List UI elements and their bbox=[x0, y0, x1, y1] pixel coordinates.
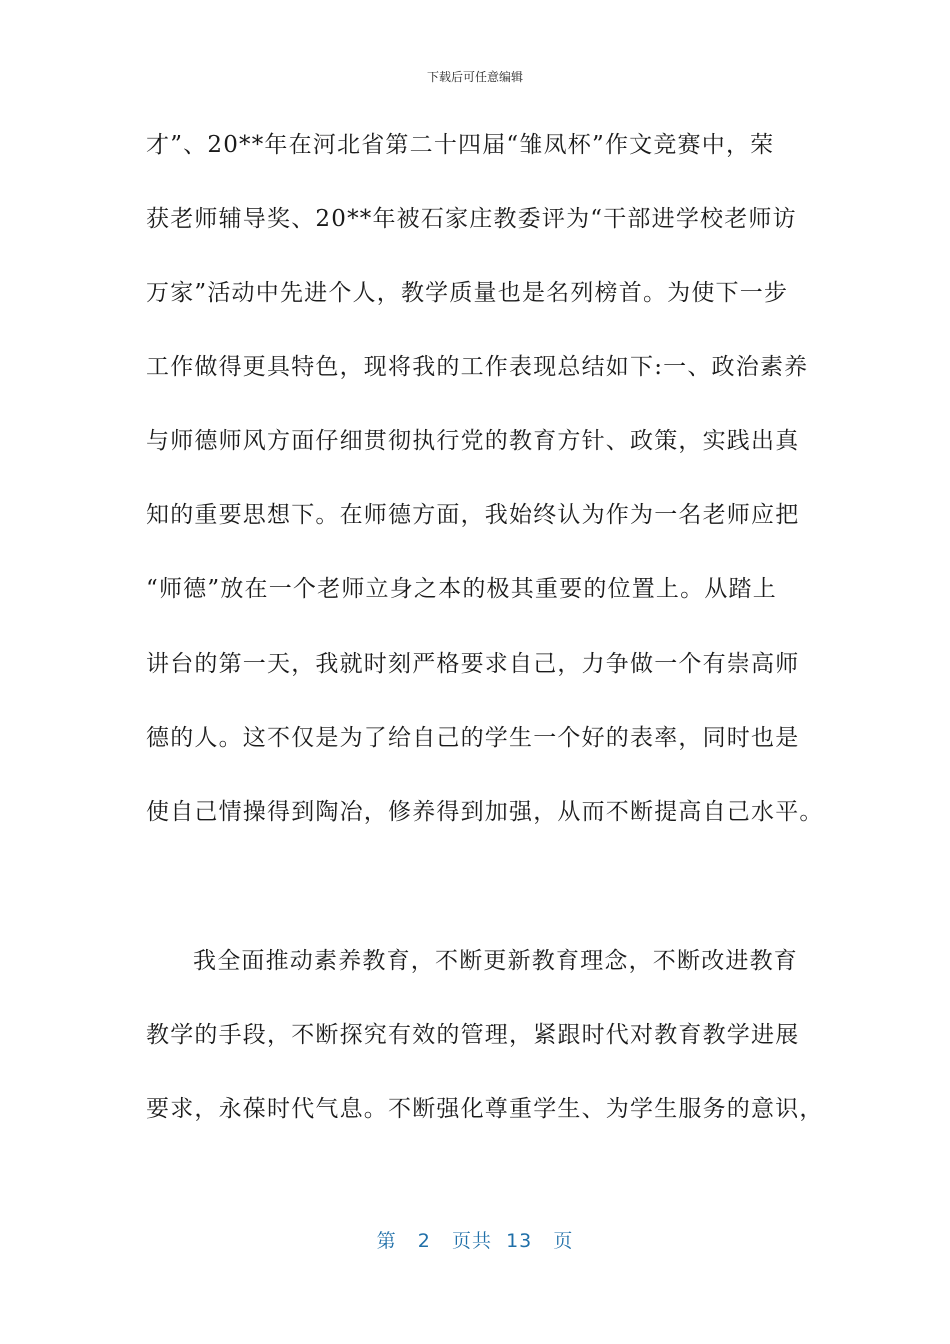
paragraph-1-line-3: 万家”活动中先进个人，教学质量也是名列榜首。为使下一步 bbox=[146, 280, 789, 306]
page-total: 13 bbox=[506, 1230, 533, 1252]
paragraph-2-line-3: 要求，永葆时代气息。不断强化尊重学生、为学生服务的意识， bbox=[146, 1096, 824, 1122]
paragraph-1-line-5: 与师德师风方面仔细贯彻执行党的教育方针、政策，实践出真 bbox=[146, 428, 800, 454]
paragraph-1-line-10: 使自己情操得到陶冶，修养得到加强，从而不断提高自己水平。 bbox=[146, 799, 824, 825]
paragraph-1-line-2: 获老师辅导奖、20**年被石家庄教委评为“干部进学校老师访 bbox=[146, 206, 797, 232]
paragraph-2-line-1: 我全面推动素养教育，不断更新教育理念，不断改进教育 bbox=[193, 948, 798, 974]
paragraph-1-line-4: 工作做得更具特色，现将我的工作表现总结如下:一、政治素养 bbox=[146, 354, 809, 380]
paragraph-1-line-7: “师德”放在一个老师立身之本的极其重要的位置上。从踏上 bbox=[146, 576, 777, 602]
paragraph-1-line-6: 知的重要思想下。在师德方面，我始终认为作为一名老师应把 bbox=[146, 502, 800, 528]
paragraph-1-line-9: 德的人。这不仅是为了给自己的学生一个好的表率，同时也是 bbox=[146, 725, 800, 751]
page-label-mid: 页共 bbox=[451, 1230, 492, 1252]
page-label-pre: 第 bbox=[376, 1230, 397, 1252]
page-label-post: 页 bbox=[553, 1230, 574, 1252]
page-current: 2 bbox=[417, 1230, 431, 1252]
page-number-footer bbox=[0, 1226, 950, 1253]
paragraph-2-line-2: 教学的手段，不断探究有效的管理，紧跟时代对教育教学进展 bbox=[146, 1022, 800, 1048]
paragraph-1-line-1: 才”、20**年在河北省第二十四届“雏凤杯”作文竞赛中，荣 bbox=[146, 132, 775, 158]
document-header-note: 下载后可任意编辑 bbox=[426, 70, 523, 84]
paragraph-1-line-8: 讲台的第一天，我就时刻严格要求自己，力争做一个有崇高师 bbox=[146, 651, 800, 677]
